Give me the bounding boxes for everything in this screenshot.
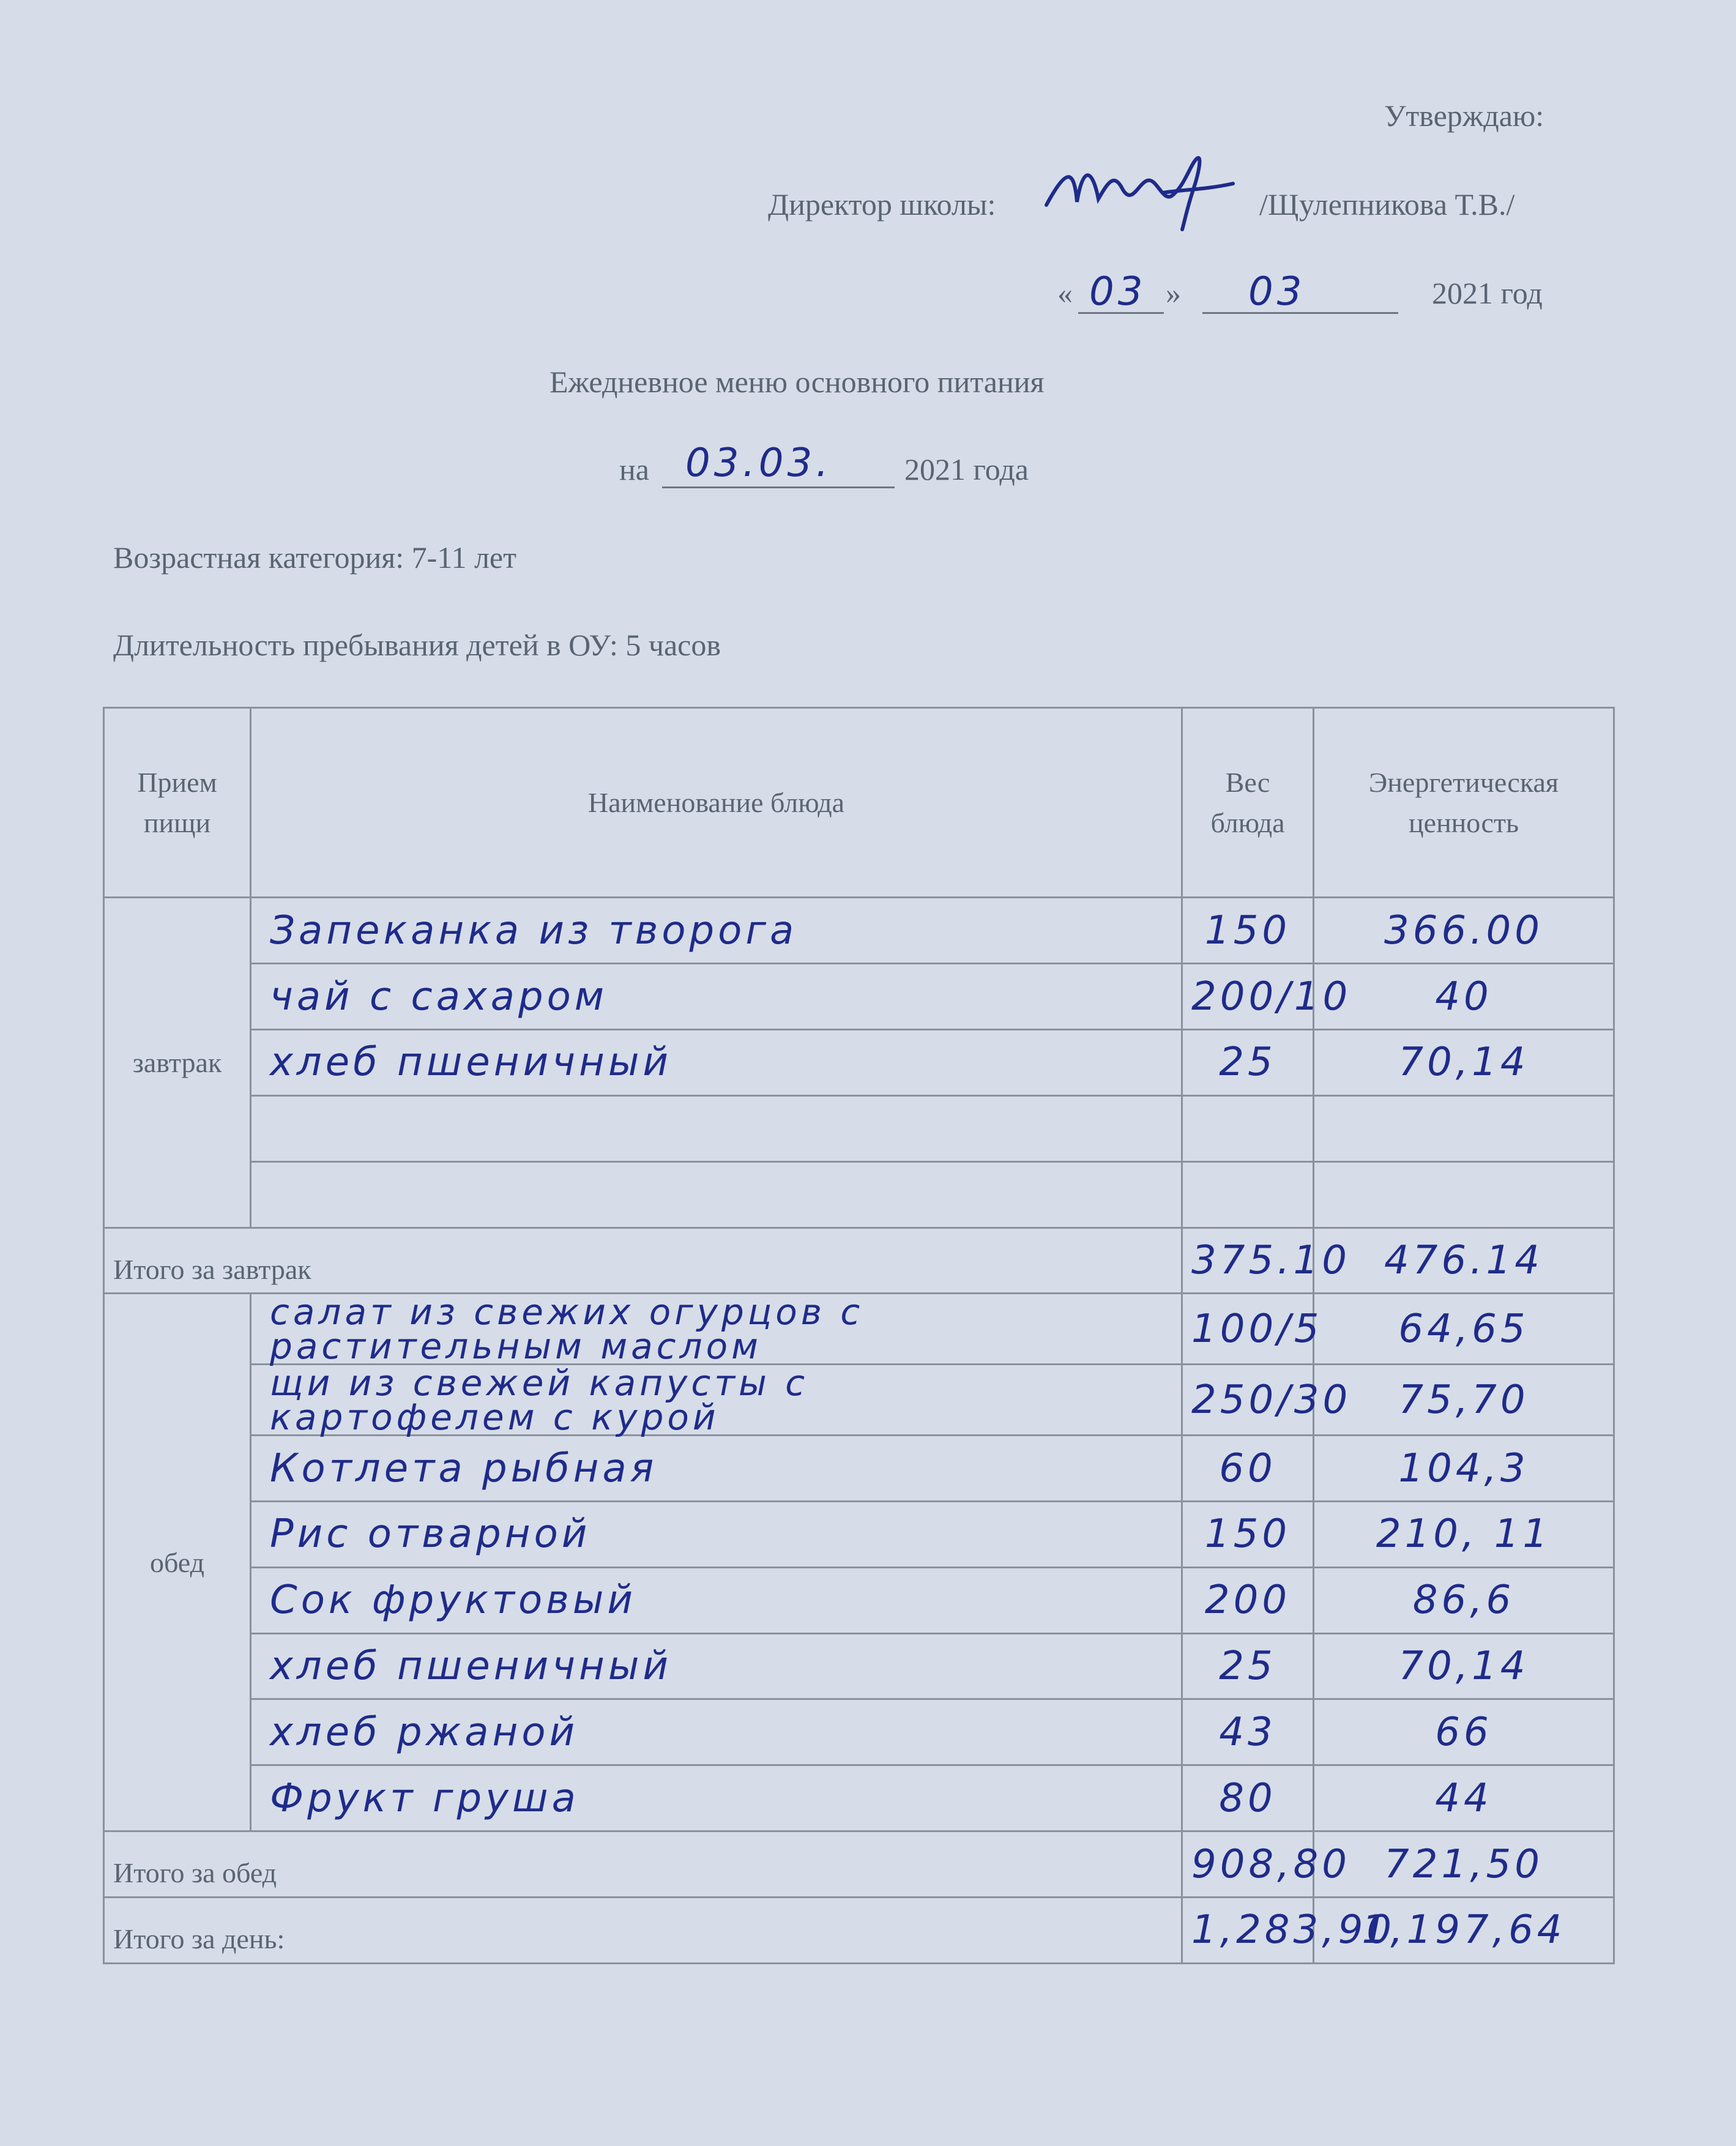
energy-cell (1314, 1095, 1614, 1161)
day-total-label: Итого за день: (104, 1897, 1182, 1963)
energy-cell: 70,14 (1314, 1633, 1614, 1699)
dish-line: картофелем с курой (270, 1396, 720, 1438)
energy-cell: 86,6 (1314, 1567, 1614, 1633)
dish-cell: хлеб пшеничный (251, 1633, 1182, 1699)
dish-cell: Запеканка из творога (251, 898, 1182, 964)
dish-cell: чай с сахаром (251, 964, 1182, 1030)
weight-cell: 80 (1182, 1765, 1314, 1831)
breakfast-total-label: Итого за завтрак (104, 1228, 1182, 1294)
title-year: 2021 года (904, 452, 1029, 486)
dish-cell: Сок фруктовый (251, 1567, 1182, 1633)
approval-year: 2021 год (1432, 276, 1543, 310)
breakfast-total-weight: 375.10 (1182, 1228, 1314, 1294)
page-title: Ежедневное меню основного питания (549, 365, 1045, 399)
meal-breakfast: завтрак (104, 898, 251, 1228)
energy-cell: 210, 11 (1314, 1501, 1614, 1567)
weight-cell: 25 (1182, 1030, 1314, 1096)
weight-cell: 100/5 (1182, 1294, 1314, 1365)
weight-cell: 150 (1182, 898, 1314, 964)
weight-cell: 43 (1182, 1699, 1314, 1765)
day-total-row (104, 1897, 1614, 1963)
lunch-total-weight: 908,80 (1182, 1831, 1314, 1898)
weight-cell (1182, 1095, 1314, 1161)
weight-cell: 150 (1182, 1501, 1314, 1567)
meal-lunch: обед (104, 1294, 251, 1831)
table-header-row (104, 708, 1614, 898)
weight-cell: 250/30 (1182, 1365, 1314, 1436)
table-row (104, 1161, 1614, 1228)
dish-cell (251, 1161, 1182, 1228)
breakfast-total-row (104, 1228, 1614, 1294)
dish-cell: хлеб ржаной (251, 1699, 1182, 1765)
dish-cell: Рис отварной (251, 1501, 1182, 1567)
energy-cell: 40 (1314, 964, 1614, 1030)
dish-line: щи из свежей капусты с (270, 1362, 809, 1404)
header-energy: Энергетическая ценность (1314, 708, 1614, 898)
title-date-underline (662, 486, 895, 488)
table-row (104, 1765, 1614, 1831)
lunch-total-row (104, 1831, 1614, 1898)
director-name: /Щулепникова Т.В./ (1259, 187, 1515, 222)
energy-cell: 44 (1314, 1765, 1614, 1831)
table-row (104, 1567, 1614, 1633)
energy-cell (1314, 1161, 1614, 1228)
table-row (104, 1436, 1614, 1502)
title-date: 03.03. (685, 441, 832, 486)
table-row (104, 1030, 1614, 1096)
date-open-quote: « (1057, 276, 1073, 310)
energy-cell: 75,70 (1314, 1365, 1614, 1436)
director-signature (1040, 147, 1242, 233)
date-close-quote: » (1166, 276, 1181, 310)
table-row (104, 1633, 1614, 1699)
energy-cell: 366.00 (1314, 898, 1614, 964)
weight-cell: 200/10 (1182, 964, 1314, 1030)
approval-month: 03 (1248, 269, 1306, 315)
day-total-weight: 1,283,90 (1182, 1897, 1314, 1963)
header-weight: Вес блюда (1182, 708, 1314, 898)
dish-cell (251, 1362, 1182, 1438)
weight-cell: 200 (1182, 1567, 1314, 1633)
director-label: Директор школы: (768, 187, 996, 222)
table-row (104, 898, 1614, 964)
stay-duration: Длительность пребывания детей в ОУ: 5 часов (113, 628, 721, 662)
title-on-label: на (619, 452, 649, 486)
dish-line: растительным маслом (270, 1325, 762, 1367)
weight-cell: 25 (1182, 1633, 1314, 1699)
dish-cell: Фрукт груша (251, 1765, 1182, 1831)
menu-table (103, 707, 1615, 1964)
dish-cell: хлеб пшеничный (251, 1030, 1182, 1096)
dish-line: салат из свежих огурцов с (270, 1291, 864, 1333)
energy-cell: 104,3 (1314, 1436, 1614, 1502)
table-row (104, 1699, 1614, 1765)
table-row (104, 1501, 1614, 1567)
table-row (104, 964, 1614, 1030)
approval-day: 03 (1089, 269, 1147, 315)
day-total-energy: 1,197,64 (1314, 1897, 1614, 1963)
dish-cell (251, 1095, 1182, 1161)
header-dish: Наименование блюда (251, 708, 1182, 898)
dish-cell (251, 1291, 1182, 1367)
header-meal: Прием пищи (104, 708, 251, 898)
table-row (104, 1365, 1614, 1436)
energy-cell: 70,14 (1314, 1030, 1614, 1096)
energy-cell: 64,65 (1314, 1294, 1614, 1365)
approved-label: Утверждаю: (1384, 99, 1544, 133)
dish-cell: Котлета рыбная (251, 1436, 1182, 1502)
lunch-total-energy: 721,50 (1314, 1831, 1614, 1898)
lunch-total-label: Итого за обед (104, 1831, 1182, 1898)
energy-cell: 66 (1314, 1699, 1614, 1765)
table-row (104, 1294, 1614, 1365)
weight-cell (1182, 1161, 1314, 1228)
breakfast-total-energy: 476.14 (1314, 1228, 1614, 1294)
table-row (104, 1095, 1614, 1161)
weight-cell: 60 (1182, 1436, 1314, 1502)
age-category: Возрастная категория: 7-11 лет (113, 540, 516, 575)
